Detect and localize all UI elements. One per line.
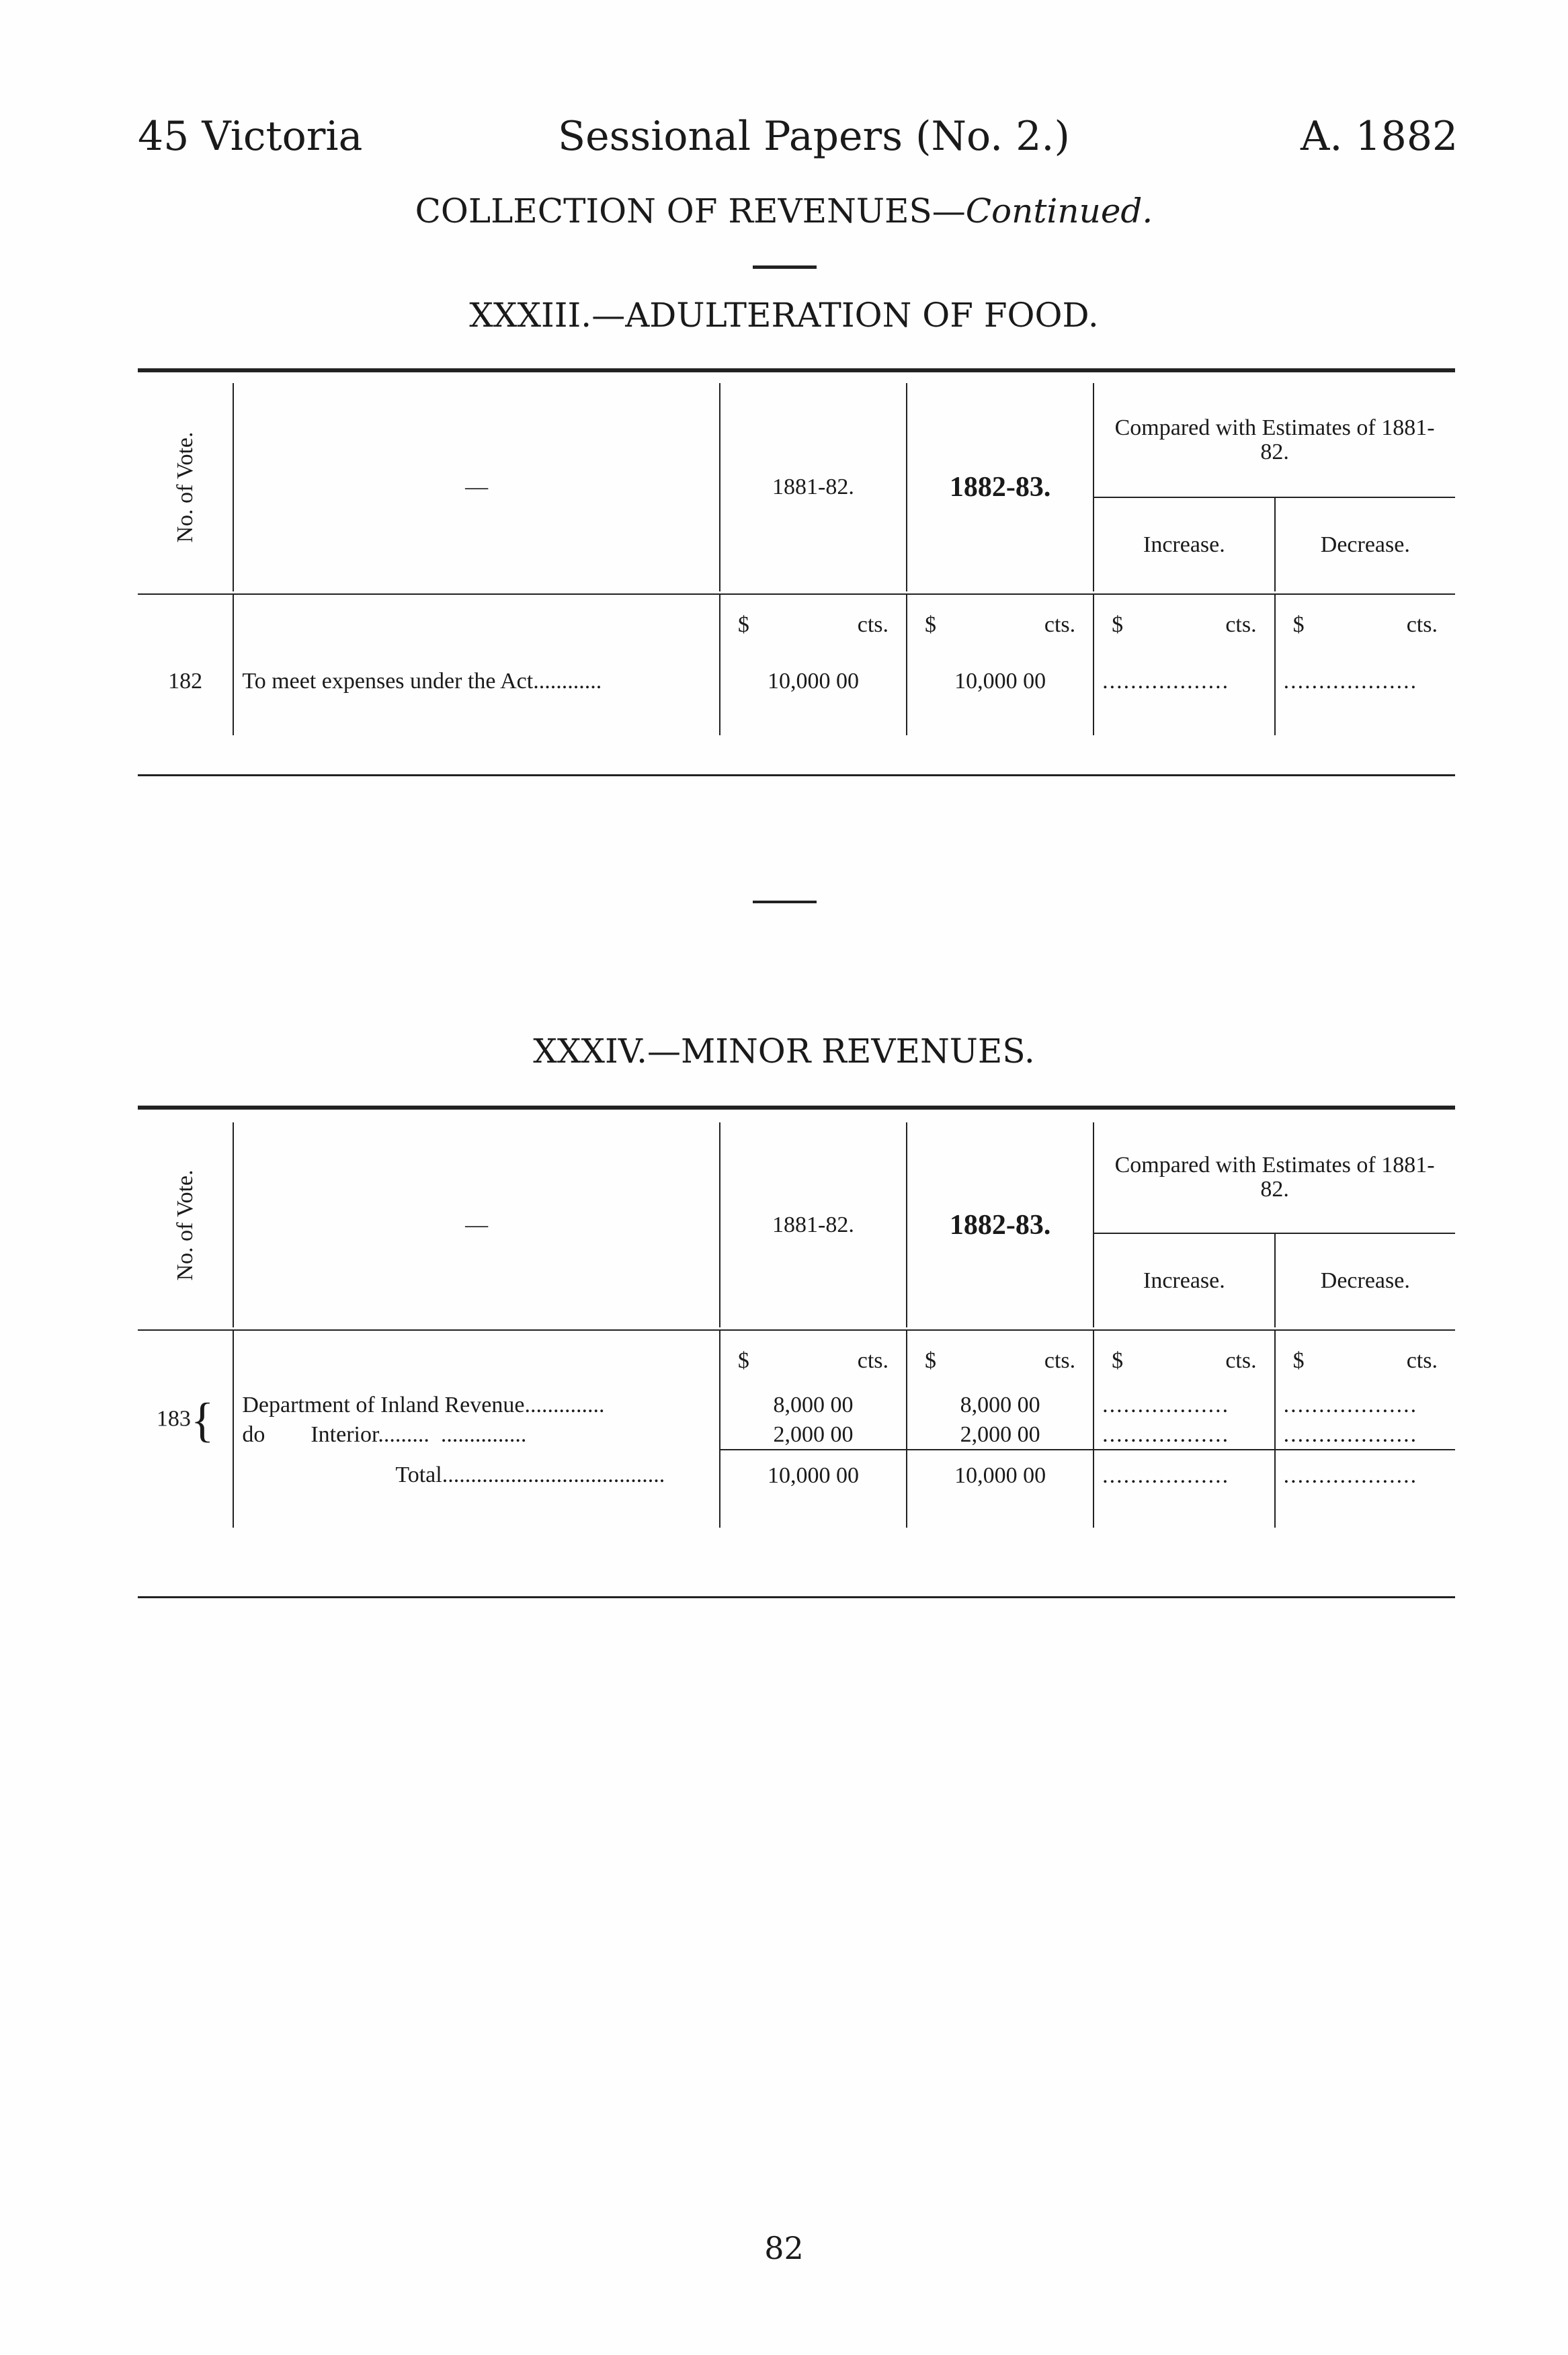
section-title-italic: Continued. <box>965 192 1153 231</box>
table2-col-compared: Compared with Estimates of 1881-82. <box>1094 1122 1455 1233</box>
table1-col-y1: 1881-82. <box>720 383 907 591</box>
table-row <box>138 1391 1455 1420</box>
total-amount-1881: 10,000 00 <box>720 1450 907 1501</box>
table2-col-increase: Increase. <box>1094 1233 1274 1327</box>
row-description: To meet expenses under the Act............ <box>233 655 720 708</box>
brace-glyph: { <box>190 1393 214 1447</box>
vote-number: 182 <box>168 669 203 694</box>
table2-col-vote: No. of Vote. <box>172 1169 198 1280</box>
row-amount-1882: 2,000 00 <box>907 1420 1094 1450</box>
table2-top-rule <box>138 1106 1455 1110</box>
table1-top-rule <box>138 368 1455 372</box>
table2-units-y1: $ cts. <box>720 1330 907 1391</box>
table1-units-y2: $ cts. <box>907 594 1094 655</box>
row-amount-1882: 10,000 00 <box>907 655 1094 708</box>
row-decrease: ................... <box>1275 655 1455 708</box>
total-label: Total....................................... <box>233 1450 720 1501</box>
table1-col-y2: 1882-83. <box>907 383 1094 591</box>
table1-col-decrease: Decrease. <box>1275 497 1455 591</box>
row-increase: .................. <box>1094 655 1274 708</box>
total-decrease: ................... <box>1275 1450 1455 1501</box>
row-increase: .................. <box>1094 1391 1274 1420</box>
table2-bottom-rule <box>138 1596 1455 1598</box>
table1 <box>138 383 1455 735</box>
page-number: 82 <box>764 2230 804 2266</box>
row-description: do Interior......... ............... <box>233 1420 720 1450</box>
total-amount-1882: 10,000 00 <box>907 1450 1094 1501</box>
row-amount-1881: 10,000 00 <box>720 655 907 708</box>
header-center: Sessional Papers (No. 2.) <box>558 113 1070 160</box>
table2 <box>138 1122 1455 1528</box>
table-row <box>138 1420 1455 1450</box>
row-amount-1881: 2,000 00 <box>720 1420 907 1450</box>
table1-bottom-rule <box>138 774 1455 776</box>
table2-units-inc: $ cts. <box>1094 1330 1274 1391</box>
section-title-main: COLLECTION OF REVENUES— <box>415 192 966 231</box>
table1-title: XXXIII.—ADULTERATION OF FOOD. <box>469 296 1099 335</box>
row-decrease: ................... <box>1275 1420 1455 1450</box>
row-decrease: ................... <box>1275 1391 1455 1420</box>
table-row <box>138 655 1455 708</box>
divider <box>753 265 817 269</box>
table1-col-increase: Increase. <box>1094 497 1274 591</box>
table1-units-dec: $ cts. <box>1275 594 1455 655</box>
table2-col-decrease: Decrease. <box>1275 1233 1455 1327</box>
total-row <box>138 1450 1455 1501</box>
table2-units-y2: $ cts. <box>907 1330 1094 1391</box>
total-increase: .................. <box>1094 1450 1274 1501</box>
table2-title: XXXIV.—MINOR REVENUES. <box>533 1032 1035 1071</box>
table1-units-y1: $ cts. <box>720 594 907 655</box>
section-title <box>0 192 1568 231</box>
table1-col-compared: Compared with Estimates of 1881-82. <box>1094 383 1455 497</box>
row-increase: .................. <box>1094 1420 1274 1450</box>
row-amount-1881: 8,000 00 <box>720 1391 907 1420</box>
header-left: 45 Victoria <box>138 113 363 160</box>
table1-col-desc: — <box>233 383 720 591</box>
vote-number: 183{ <box>156 1393 214 1447</box>
row-description: Department of Inland Revenue.............. <box>233 1391 720 1420</box>
table1-col-vote: No. of Vote. <box>172 431 198 543</box>
header-right: A. 1882 <box>1301 113 1458 160</box>
table2-units-dec: $ cts. <box>1275 1330 1455 1391</box>
table2-col-desc: — <box>233 1122 720 1327</box>
divider <box>753 901 817 903</box>
row-amount-1882: 8,000 00 <box>907 1391 1094 1420</box>
table2-col-y1: 1881-82. <box>720 1122 907 1327</box>
table1-units-inc: $ cts. <box>1094 594 1274 655</box>
table2-col-y2: 1882-83. <box>907 1122 1094 1327</box>
